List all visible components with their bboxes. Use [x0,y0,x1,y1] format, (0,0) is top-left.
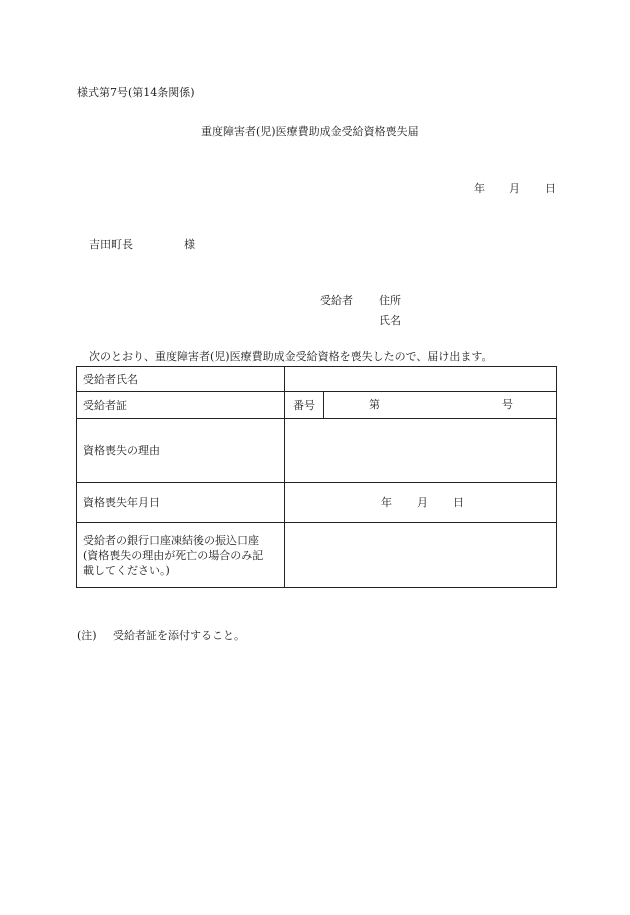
row-loss-reason [77,419,557,483]
recipient-name-field[interactable] [285,367,557,392]
addressee-honorific: 様 [184,238,195,251]
cert-number-go: 号 [502,398,513,411]
addressee-name: 吉田町長 [89,238,133,251]
bank-account-field[interactable] [285,523,557,588]
recipient-name-label: 受給者氏名 [77,367,285,392]
date-month: 月 [509,182,520,195]
number-label: 番号 [285,392,324,419]
loss-reason-field[interactable] [285,419,557,483]
loss-date-day: 日 [453,496,464,509]
note-label: (注) [77,629,97,642]
row-recipient-name [77,367,557,392]
form-number: 様式第7号(第14条関係) [77,86,195,99]
cert-number-field[interactable] [324,392,557,419]
loss-date-field[interactable] [285,483,557,523]
row-bank-account [77,523,557,588]
statement: 次のとおり、重度障害者(児)医療費助成金受給資格を喪失したので、届け出ます。 [89,350,493,363]
recipient-cert-label: 受給者証 [77,392,285,419]
loss-date-label: 資格喪失年月日 [77,483,285,523]
date-day: 日 [545,182,556,195]
row-loss-date [77,483,557,523]
form-table [76,366,557,588]
date-year: 年 [474,182,485,195]
bank-account-label [77,523,285,588]
bank-account-label-line3: 載してください。) [83,563,170,577]
loss-date-month: 月 [417,496,428,509]
applicant-name-label: 氏名 [379,314,401,327]
note-text: 受給者証を添付すること。 [113,629,245,642]
cert-number-dai: 第 [369,398,380,411]
page-title: 重度障害者(児)医療費助成金受給資格喪失届 [201,125,419,138]
applicant-address-label: 住所 [379,294,401,307]
bank-account-label-line1: 受給者の銀行口座凍結後の振込口座 [83,533,259,547]
loss-reason-label: 資格喪失の理由 [77,419,285,483]
row-recipient-cert [77,392,557,419]
applicant-label: 受給者 [320,294,353,307]
bank-account-label-line2: (資格喪失の理由が死亡の場合のみ記 [83,548,264,562]
loss-date-year: 年 [381,496,392,509]
